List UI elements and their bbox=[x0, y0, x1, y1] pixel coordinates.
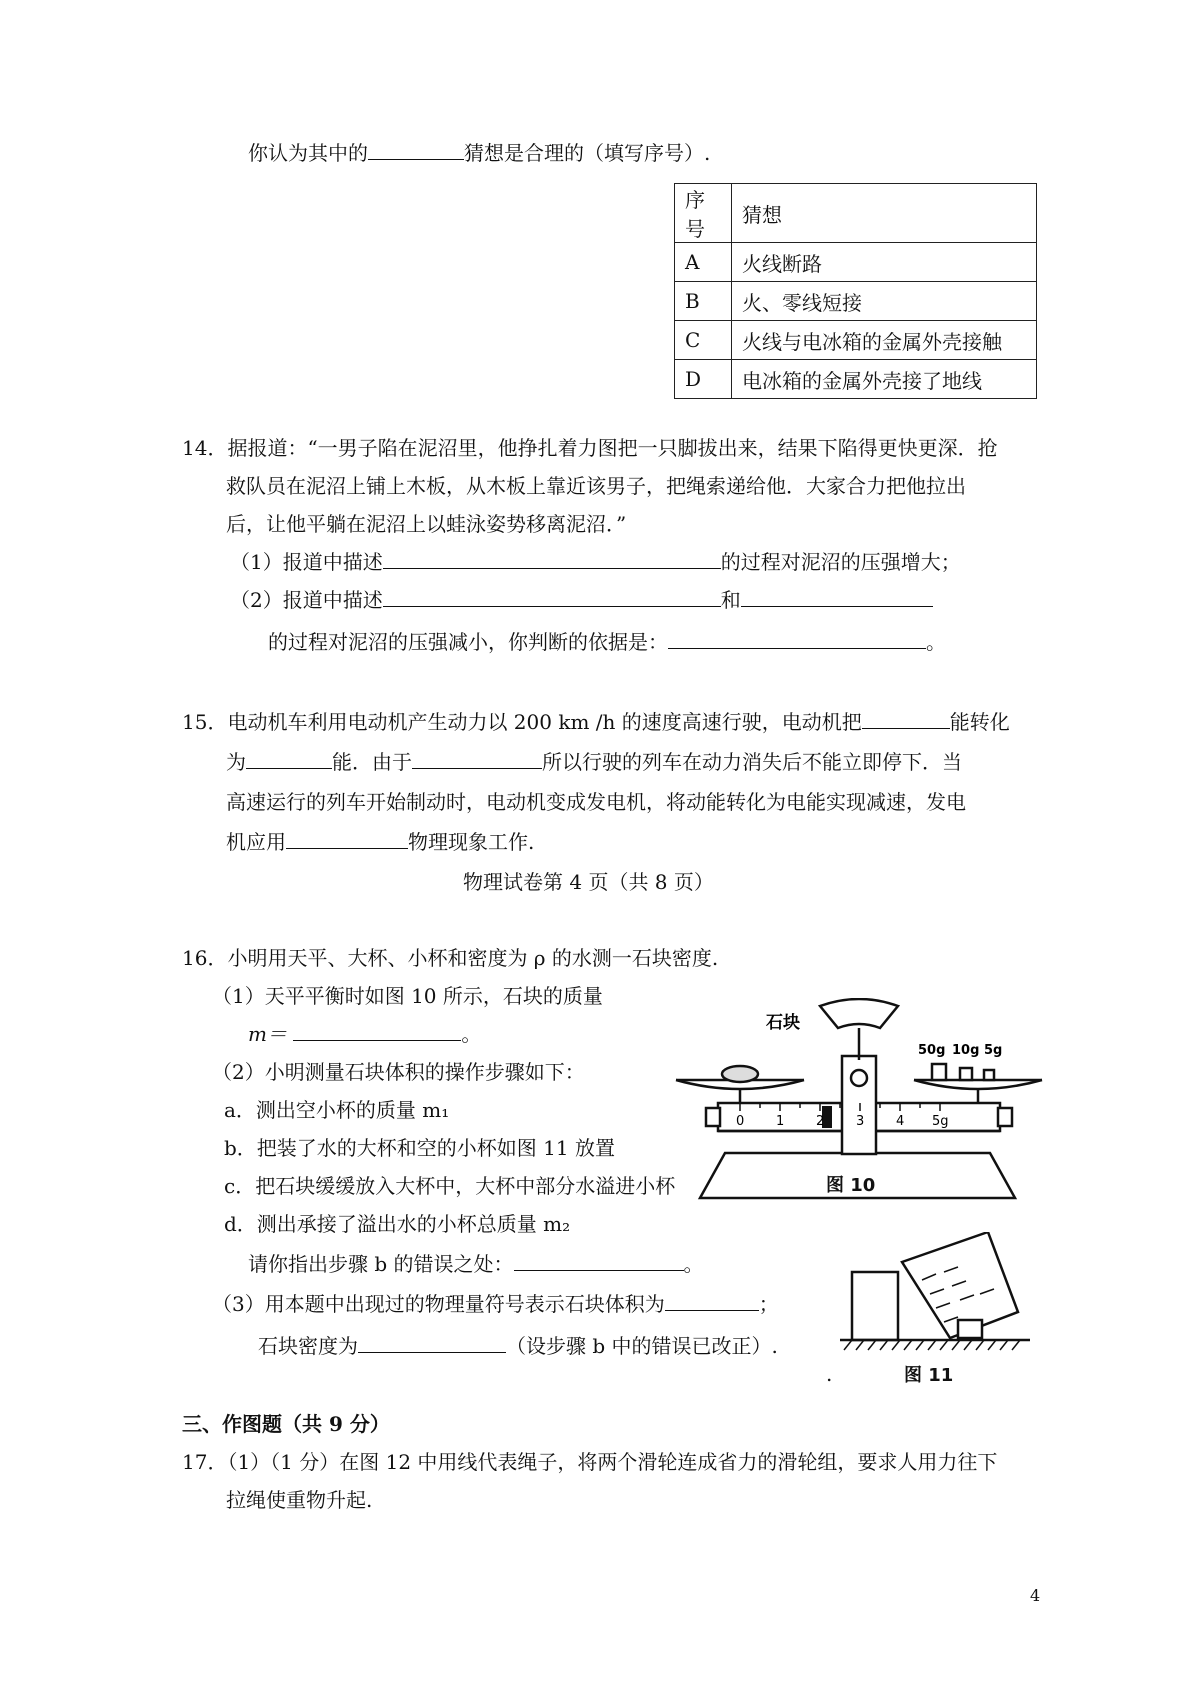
q13-prefix: 你认为其中的 bbox=[248, 141, 368, 165]
table-row bbox=[675, 321, 1037, 360]
fig10-tick-label: 3 bbox=[856, 1114, 865, 1129]
q16-s2: （2）小明测量石块体积的操作步骤如下： bbox=[212, 1060, 585, 1084]
q15-l2-c: 所以行驶的列车在动力消失后不能立即停下．当 bbox=[542, 750, 962, 774]
q14-sub1-blank[interactable] bbox=[383, 548, 721, 569]
q14-sub2-prefix: （2）报道中描述 bbox=[230, 588, 383, 612]
guess-table bbox=[674, 183, 1037, 399]
q15-line3: 高速运行的列车开始制动时，电动机变成发电机，将动能转化为电能实现减速，发电 bbox=[226, 790, 966, 814]
q16-s3-suffix: ； bbox=[758, 1292, 779, 1316]
q16-step-d: d．测出承接了溢出水的小杯总质量 m₂ bbox=[224, 1212, 571, 1236]
table-cell: C bbox=[675, 321, 732, 360]
q16-m-suffix: 。 bbox=[461, 1022, 482, 1046]
q14-sub2-line2 bbox=[268, 628, 946, 656]
q16-s1: （1）天平平衡时如图 10 所示，石块的质量 bbox=[212, 984, 603, 1008]
q14-reason-blank[interactable] bbox=[668, 628, 926, 649]
page-number: 4 bbox=[1030, 1586, 1041, 1605]
q16-dens-suffix: （设步骤 b 中的错误已改正）. bbox=[506, 1334, 778, 1358]
q16-density-blank[interactable] bbox=[358, 1332, 506, 1353]
table-row bbox=[675, 282, 1037, 321]
table-header-cell: 猜想 bbox=[732, 184, 1037, 243]
table-cell: 火、零线短接 bbox=[732, 282, 1037, 321]
q16-mass-blank[interactable] bbox=[293, 1020, 461, 1041]
q14-sub2 bbox=[230, 586, 933, 614]
fig10-weight-label: 5g bbox=[984, 1043, 1003, 1058]
q14-sub2-blank-1[interactable] bbox=[383, 586, 721, 607]
fig11-beakers bbox=[840, 1232, 1030, 1352]
q15-line1 bbox=[182, 708, 1010, 736]
q14-line1: 14．据报道：“一男子陷在泥沼里，他挣扎着力图把一只脚拔出来，结果下陷得更快更深．抢 bbox=[182, 436, 998, 460]
q16-density bbox=[258, 1332, 778, 1360]
q14-sub2-blank-2[interactable] bbox=[741, 586, 933, 607]
fig10-tick-label: 1 bbox=[776, 1114, 785, 1129]
q16-s1-m bbox=[248, 1020, 481, 1048]
q14-sub2-line2-prefix: 的过程对泥沼的压强减小，你判断的依据是： bbox=[268, 630, 668, 654]
table-header-cell: 序号 bbox=[675, 184, 732, 243]
q15-l2-b: 能．由于 bbox=[332, 750, 412, 774]
q14-sub2-mid: 和 bbox=[720, 588, 741, 612]
q16-s3 bbox=[212, 1290, 779, 1318]
page-footer: 物理试卷第 4 页（共 8 页） bbox=[463, 870, 714, 894]
fig10-caption: 图 10 bbox=[826, 1175, 876, 1196]
table-cell: B bbox=[675, 282, 732, 321]
table-cell: 电冰箱的金属外壳接了地线 bbox=[732, 360, 1037, 399]
table-row bbox=[675, 243, 1037, 282]
q16-dens-prefix: 石块密度为 bbox=[258, 1334, 358, 1358]
q15-line4 bbox=[226, 828, 534, 856]
q15-l1-a: 15．电动机车利用电动机产生动力以 200 km /h 的速度高速行驶，电动机把 bbox=[182, 710, 862, 734]
q14-line3: 后，让他平躺在泥沼上以蛙泳姿势移离泥沼．” bbox=[226, 512, 627, 536]
q15-l2-a: 为 bbox=[226, 750, 246, 774]
table-cell: D bbox=[675, 360, 732, 399]
q14-sub2-line2-suffix: 。 bbox=[926, 630, 946, 654]
q16-error-blank[interactable] bbox=[514, 1250, 684, 1271]
q13-suffix: 猜想是合理的（填写序号）. bbox=[464, 141, 711, 165]
fig10-tick-label: 0 bbox=[736, 1114, 745, 1129]
fig11-dot: . bbox=[826, 1362, 833, 1386]
fig10-stone-label: 石块 bbox=[766, 1013, 800, 1033]
q14-line2: 救队员在泥沼上铺上木板，从木板上靠近该男子，把绳索递给他．大家合力把他拉出 bbox=[226, 474, 966, 498]
q16-volume-blank[interactable] bbox=[665, 1290, 759, 1311]
q17-line1: 17．（1）（1 分）在图 12 中用线代表绳子，将两个滑轮连成省力的滑轮组，要求人用力往下 bbox=[182, 1450, 998, 1474]
q15-blank-4[interactable] bbox=[286, 828, 408, 849]
fig10-tick-label: 4 bbox=[896, 1114, 905, 1129]
q16-step-c: c．把石块缓缓放入大杯中，大杯中部分水溢进小杯 bbox=[224, 1174, 676, 1198]
q15-blank-3[interactable] bbox=[412, 748, 542, 769]
q16-title: 16．小明用天平、大杯、小杯和密度为 ρ 的水测一石块密度. bbox=[182, 946, 719, 970]
q14-sub1-prefix: （1）报道中描述 bbox=[230, 550, 383, 574]
q15-l1-b: 能转化 bbox=[949, 710, 1010, 734]
table-header-row bbox=[675, 184, 1037, 243]
q15-l4-a: 机应用 bbox=[226, 830, 286, 854]
q15-blank-2[interactable] bbox=[246, 748, 332, 769]
q16-step-a: a．测出空小杯的质量 m₁ bbox=[224, 1098, 450, 1122]
fig10-tick-label: 2 bbox=[816, 1114, 825, 1129]
section-title: 三、作图题（共 9 分） bbox=[182, 1412, 390, 1436]
q16-step-b: b．把装了水的大杯和空的小杯如图 11 放置 bbox=[224, 1136, 615, 1160]
q16-error bbox=[248, 1250, 704, 1278]
table-cell: A bbox=[675, 243, 732, 282]
q15-line2 bbox=[226, 748, 962, 776]
fig10-weight-label: 10g bbox=[952, 1043, 980, 1058]
fig11-caption: 图 11 bbox=[904, 1365, 954, 1386]
fig10-weight-label: 50g bbox=[918, 1043, 946, 1058]
table-row bbox=[675, 360, 1037, 399]
q14-sub1 bbox=[230, 548, 961, 576]
q13-line bbox=[248, 139, 710, 167]
table-cell: 火线与电冰箱的金属外壳接触 bbox=[732, 321, 1037, 360]
q16-err-suffix: 。 bbox=[683, 1252, 704, 1276]
q16-err-prefix: 请你指出步骤 b 的错误之处： bbox=[248, 1252, 514, 1276]
fig10-tick-label: 5g bbox=[932, 1114, 949, 1129]
q15-blank-1[interactable] bbox=[862, 708, 950, 729]
q16-s3-prefix: （3）用本题中出现过的物理量符号表示石块体积为 bbox=[212, 1292, 665, 1316]
q16-m-prefix: m＝ bbox=[248, 1022, 287, 1046]
q17-line2: 拉绳使重物升起. bbox=[226, 1488, 373, 1512]
q14-sub1-suffix: 的过程对泥沼的压强增大； bbox=[720, 550, 961, 574]
q15-l4-b: 物理现象工作. bbox=[408, 830, 535, 854]
q13-blank[interactable] bbox=[368, 139, 464, 160]
table-cell: 火线断路 bbox=[732, 243, 1037, 282]
